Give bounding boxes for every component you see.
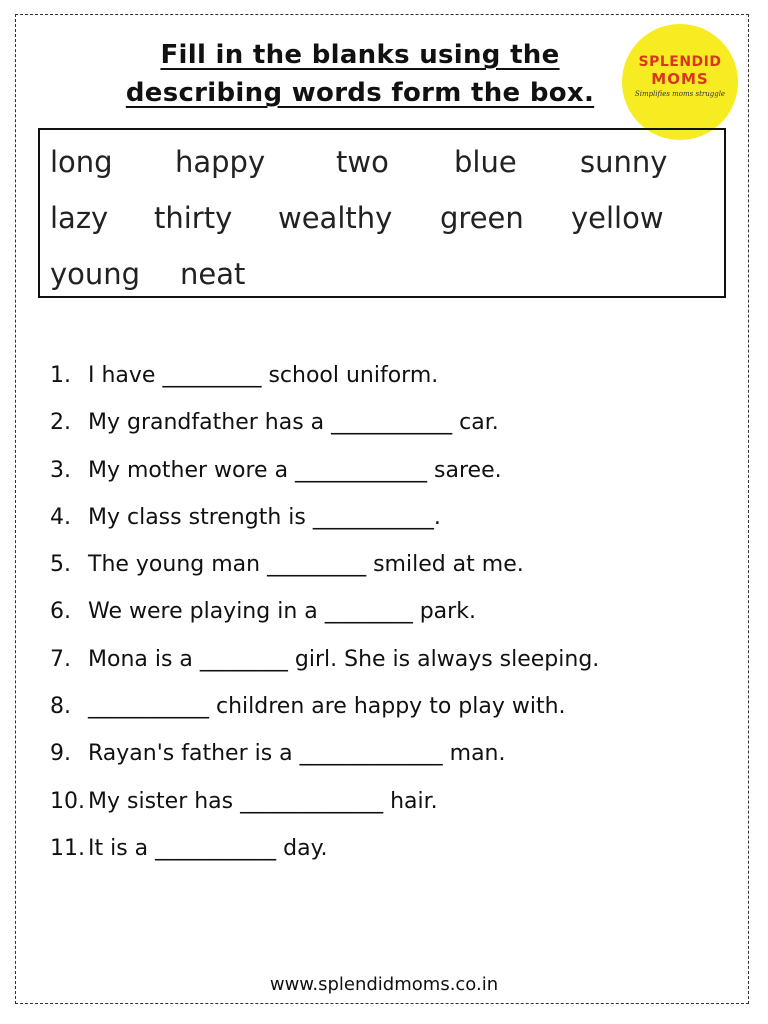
question-text: My mother wore a ____________ saree. [88, 457, 502, 483]
word-bank-item: happy [175, 145, 266, 179]
question-text: It is a ___________ day. [88, 835, 328, 861]
question-text: My class strength is ___________. [88, 504, 441, 530]
question-item [50, 500, 750, 547]
question-item [50, 689, 750, 736]
question-text: Rayan's father is a _____________ man. [88, 741, 506, 767]
question-number: 5. [50, 552, 71, 578]
question-item [50, 547, 750, 594]
question-list [50, 358, 750, 878]
question-number: 9. [50, 741, 71, 767]
word-bank-item: thirty [154, 201, 233, 235]
question-item [50, 831, 750, 878]
worksheet-title [60, 36, 660, 112]
question-number: 11. [50, 835, 85, 861]
question-number: 7. [50, 646, 71, 672]
question-text: My sister has _____________ hair. [88, 788, 438, 814]
question-item [50, 736, 750, 783]
question-text: My grandfather has a ___________ car. [88, 410, 499, 436]
question-text: We were playing in a ________ park. [88, 599, 476, 625]
word-bank-item: blue [454, 145, 517, 179]
question-item [50, 642, 750, 689]
question-item [50, 594, 750, 641]
word-bank-item: lazy [50, 201, 109, 235]
question-item [50, 358, 750, 405]
question-number: 4. [50, 504, 71, 530]
logo-tagline: Simplifies moms struggle [634, 90, 726, 98]
word-bank-item: sunny [580, 145, 668, 179]
logo-text-bottom: MOMS [651, 70, 709, 88]
question-number: 6. [50, 599, 71, 625]
word-bank-item: green [440, 201, 524, 235]
word-bank-item: wealthy [278, 201, 393, 235]
logo-text-top: SPLENDID [638, 54, 722, 70]
question-number: 1. [50, 363, 71, 388]
question-number: 8. [50, 694, 71, 720]
question-number: 3. [50, 457, 71, 483]
title-line-1: Fill in the blanks using the [160, 40, 560, 70]
word-bank-box [38, 128, 726, 298]
question-item [50, 405, 750, 452]
question-number: 10. [50, 788, 85, 814]
question-text: I have _________ school uniform. [88, 363, 439, 388]
question-number: 2. [50, 410, 71, 436]
word-bank-item: young [50, 257, 141, 291]
question-text: The young man _________ smiled at me. [88, 552, 524, 578]
word-bank-item: two [336, 145, 389, 179]
title-line-2: describing words form the box. [125, 78, 595, 108]
word-bank-item: neat [180, 257, 246, 291]
word-bank-item: long [50, 145, 113, 179]
question-item [50, 453, 750, 500]
question-text: Mona is a ________ girl. She is always sleeping. [88, 646, 600, 672]
question-text: ___________ children are happy to play with. [88, 694, 566, 720]
splendid-moms-logo [622, 24, 738, 140]
word-bank-item: yellow [571, 201, 664, 235]
question-item [50, 784, 750, 831]
footer-website: www.splendidmoms.co.in [269, 974, 499, 995]
